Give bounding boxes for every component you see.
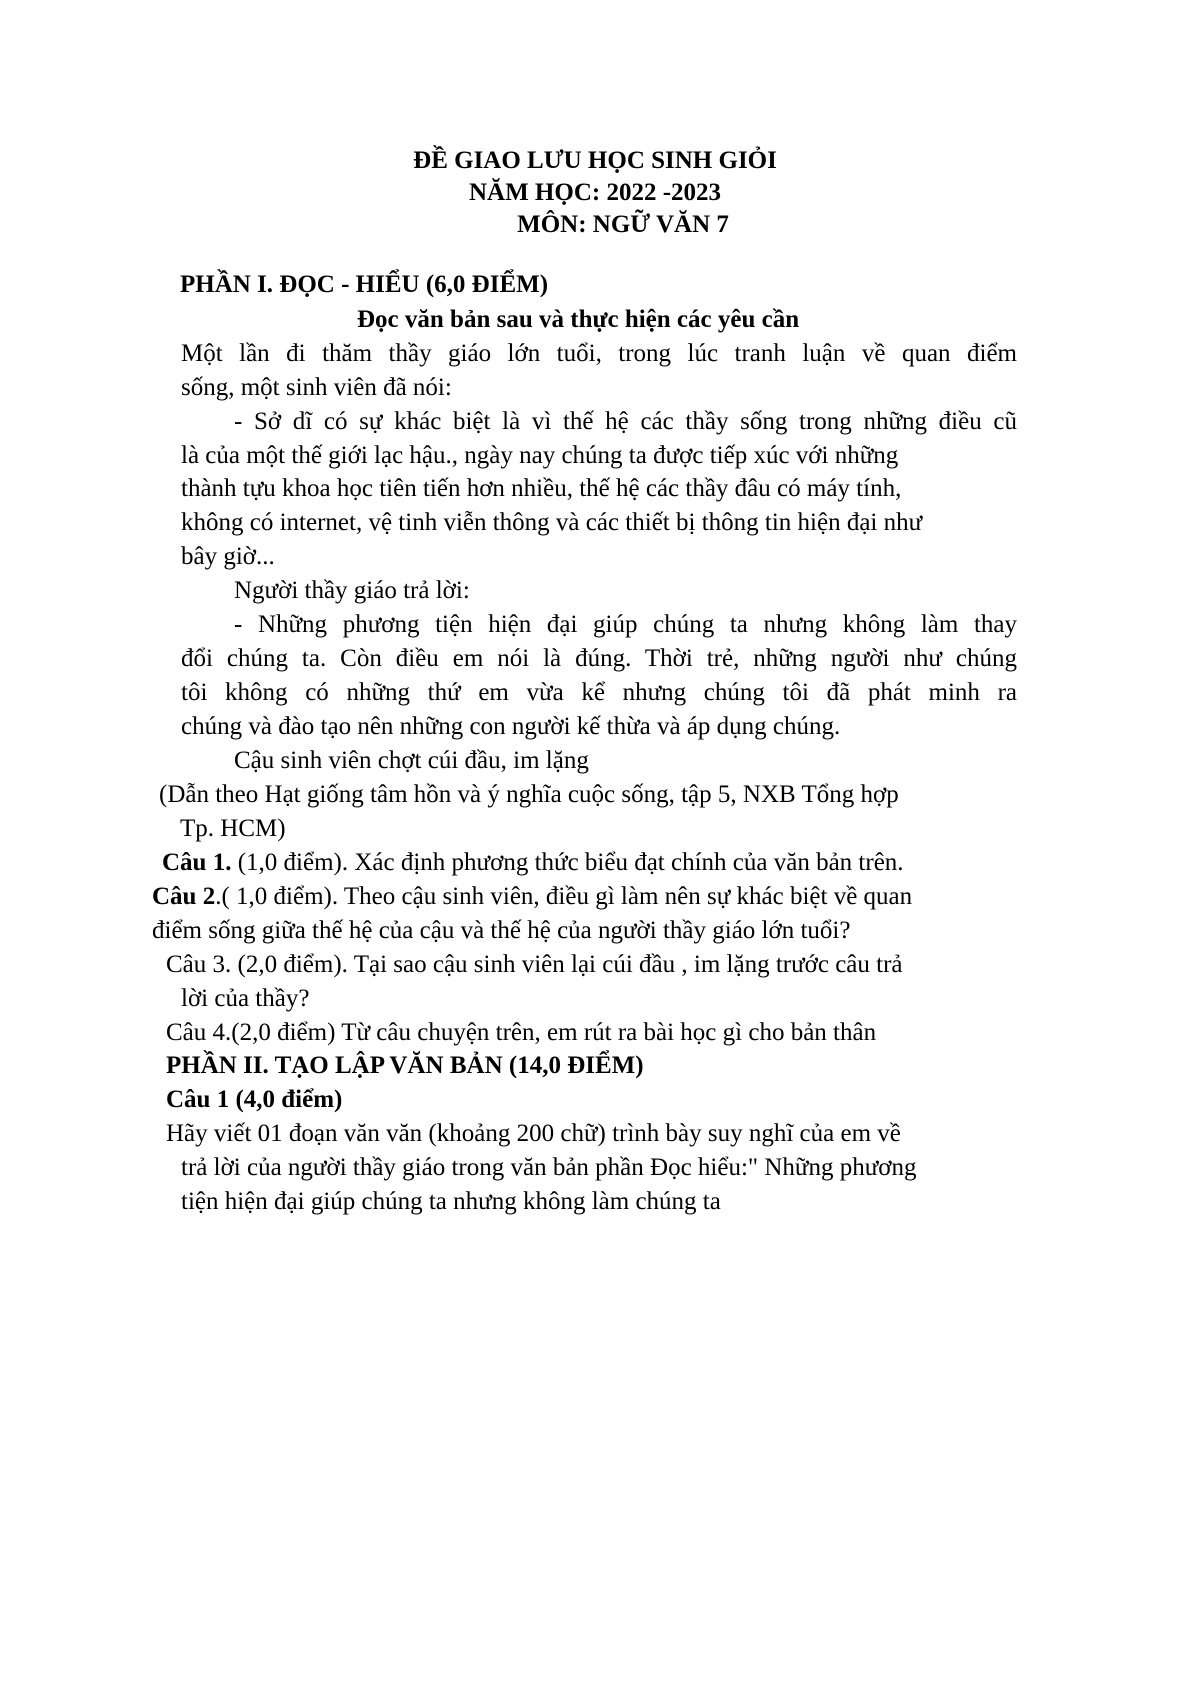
part2-question-1-text: trả lời của người thầy giáo trong văn bản phần Đọc hiểu:" Những phương xyxy=(181,1154,917,1181)
question-2-line2: điểm sống giữa thế hệ của cậu và thế hệ của người thầy giáo lớn tuổi? xyxy=(152,917,851,944)
passage-line: Cậu sinh viên chợt cúi đầu, im lặng xyxy=(234,747,589,774)
passage-line: là của một thế giới lạc hậu., ngày nay chúng ta được tiếp xúc với những xyxy=(181,442,899,469)
question-3-line2: lời của thầy? xyxy=(181,985,310,1012)
source-citation: (Dẫn theo Hạt giống tâm hồn và ý nghĩa cuộc sống, tập 5, NXB Tổng hợp xyxy=(159,781,899,808)
part2-question-1-label: Câu 1 (4,0 điểm) xyxy=(166,1086,343,1113)
passage-line: đổi chúng ta. Còn điều em nói là đúng. Thời trẻ, những người như chúng xyxy=(181,645,1017,672)
exam-title: ĐỀ GIAO LƯU HỌC SINH GIỎI xyxy=(413,147,777,174)
passage-line: không có internet, vệ tinh viễn thông và các thiết bị thông tin hiện đại như xyxy=(181,509,923,536)
part1-instruction: Đọc văn bản sau và thực hiện các yêu cần xyxy=(357,306,800,333)
question-text: .( 1,0 điểm). Theo cậu sinh viên, điều gì làm nên sự khác biệt về quan xyxy=(215,883,913,910)
question-4: Câu 4.(2,0 điểm) Từ câu chuyện trên, em rút ra bài học gì cho bản thân xyxy=(166,1019,877,1046)
part2-heading: PHẦN II. TẠO LẬP VĂN BẢN (14,0 ĐIỂM) xyxy=(166,1052,644,1079)
passage-line: sống, một sinh viên đã nói: xyxy=(181,374,452,401)
passage-line: Một lần đi thăm thầy giáo lớn tuổi, trong lúc tranh luận về quan điểm xyxy=(181,340,1017,367)
question-label: Câu 1. xyxy=(162,849,232,876)
passage-line: - Những phương tiện hiện đại giúp chúng ta nhưng không làm thay xyxy=(234,611,1017,638)
part1-heading: PHẦN I. ĐỌC - HIỂU (6,0 ĐIỂM) xyxy=(180,271,549,298)
question-2 xyxy=(152,884,912,909)
part2-question-1-text: Hãy viết 01 đoạn văn văn (khoảng 200 chữ) trình bày suy nghĩ của em về xyxy=(166,1120,901,1147)
passage-line: tôi không có những thứ em vừa kể nhưng chúng tôi đã phát minh ra xyxy=(181,679,1017,706)
question-text: (1,0 điểm). Xác định phương thức biểu đạt chính của văn bản trên. xyxy=(231,849,904,876)
passage-line: bây giờ... xyxy=(181,543,275,570)
question-label: Câu 2 xyxy=(152,883,216,910)
subject: MÔN: NGỮ VĂN 7 xyxy=(517,211,729,238)
passage-line: - Sở dĩ có sự khác biệt là vì thế hệ các thầy sống trong những điều cũ xyxy=(234,408,1017,435)
part2-question-1-text: tiện hiện đại giúp chúng ta nhưng không làm chúng ta xyxy=(181,1188,721,1215)
question-3: Câu 3. (2,0 điểm). Tại sao cậu sinh viên lại cúi đầu , im lặng trước câu trả xyxy=(166,951,903,978)
passage-line: thành tựu khoa học tiên tiến hơn nhiều, thế hệ các thầy đâu có máy tính, xyxy=(181,475,902,502)
school-year: NĂM HỌC: 2022 -2023 xyxy=(468,179,722,206)
question-1 xyxy=(162,850,904,875)
source-citation: Tp. HCM) xyxy=(180,815,286,842)
passage-line: Người thầy giáo trả lời: xyxy=(234,577,470,604)
passage-line: chúng và đào tạo nên những con người kế thừa và áp dụng chúng. xyxy=(181,713,841,740)
